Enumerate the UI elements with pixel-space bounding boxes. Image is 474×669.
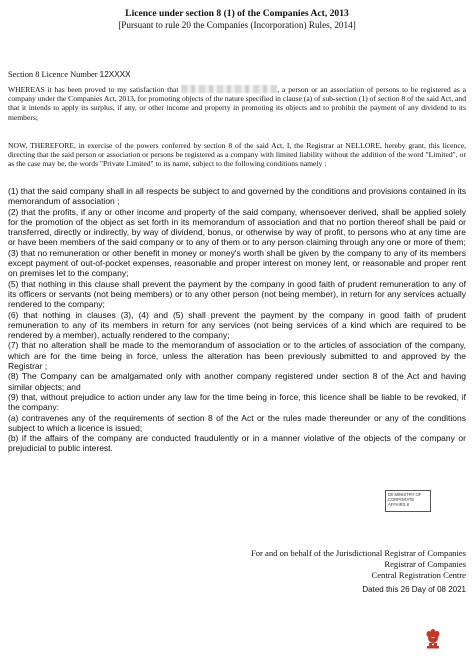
whereas-text-start: WHEREAS it has been proved to my satisfaction that — [8, 85, 179, 94]
dated-line: Dated this 26 Day of 08 2021 — [362, 585, 466, 594]
document-subtitle: [Pursuant to rule 20 the Companies (Incorporation) Rules, 2014] — [118, 20, 356, 30]
redacted-applicant-name — [181, 85, 277, 93]
condition-item: (6) that nothing in clauses (3), (4) and (5) shall prevent the payment by the company in good faith of prudent remuneration to any of its members in return for any services (not being services of a kind which are required to be rendered by a member), actually rendered to the company; — [8, 309, 466, 341]
stamp-line: AFFAIRS 8 — [388, 502, 409, 507]
signature-line-1: For and on behalf of the Jurisdictional Registrar of Companies — [250, 548, 466, 558]
signature-line-2: Registrar of Companies — [384, 559, 466, 569]
whereas-text-end: , a person or an association of persons to be registered as a company under the Companies Act, 2013, for promoting objects of the nature specified in clause (a) of sub-section (1) of section 8 of the said Act, and that it intends to apply its surplus, if any, or other income and property in promoting its objects and to prohibit the payment of any dividend to its members; — [8, 85, 467, 122]
condition-item: (9) that, without prejudice to action under any law for the time being in force, this licence shall be liable to be revoked, if the company: — [8, 391, 466, 413]
licence-number-label: Section 8 Licence Number — [8, 70, 98, 79]
condition-item: (8) The Company can be amalgamated only with another company registered under section 8 of the Act and having similar objects; and — [8, 371, 466, 392]
condition-item: (a) contravenes any of the requirements of section 8 of the Act or the rules made thereunder or any of the conditions subject to which a licence is issued; — [8, 412, 466, 433]
signature-line-3: Central Registration Centre — [371, 570, 466, 580]
now-therefore-paragraph: NOW, THEREFORE, in exercise of the powers conferred by section 8 of the said Act, I, the Registrar at NELLORE, hereby grant, this licence, directing that the said person or association or persons be registered as a company with limited liability without the addition of the word "Limited", or as the case may be, the words "Private Limited" to its name, subject to the following conditions namely : — [8, 141, 466, 169]
condition-item: (7) that no alteration shall be made to the memorandum of association or to the articles of association of the company, which are for the time being in force, unless the alteration has been previously submitted to and approved by the Registrar ; — [8, 340, 466, 372]
condition-item: (5) that nothing in this clause shall prevent the payment by the company in good faith of prudent remuneration to any of its officers or servants (not being members) or to any other person (not being member), in return for any services actually rendered to the company; — [8, 278, 466, 310]
ministry-stamp — [385, 490, 431, 512]
condition-item: (3) that no remuneration or other benefit in money or money's worth shall be given by the company to any of its members except payment of out-of-pocket expenses, reasonable and proper interest on money lent, or reasonable and proper rent on premises let to the company; — [8, 247, 466, 279]
condition-item: (2) that the profits, if any or other income and property of the said company, whensoever derived, shall be applied solely for the promotion of the object as set forth in its memorandum of association and that no portion thereof shall be paid or transferred, directly or indirectly, by way of dividend, bonus, or otherwise by way of profit, to persons who at any time are or have been members of the said company or to any of them or to any person claiming through any one or more of them; — [8, 206, 466, 248]
whereas-paragraph — [8, 85, 466, 122]
condition-item: (1) that the said company shall in all respects be subject to and governed by the conditions and provisions contained in its memorandum of association ; — [8, 186, 466, 207]
stamp-line: CORPORATE — [388, 497, 415, 502]
conditions-list — [8, 186, 466, 454]
state-emblem-icon — [424, 628, 442, 650]
document-title: Licence under section 8 (1) of the Companies Act, 2013 — [125, 8, 349, 19]
condition-item: (b) if the affairs of the company are conducted fraudulently or in a manner violative of the objects of the company or prejudicial to public interest. — [8, 433, 466, 454]
stamp-line: DII MINISTRY OF — [388, 492, 422, 497]
signature-block — [166, 548, 466, 595]
licence-number-value: 12XXXX — [99, 70, 131, 79]
licence-number-line — [8, 70, 131, 80]
